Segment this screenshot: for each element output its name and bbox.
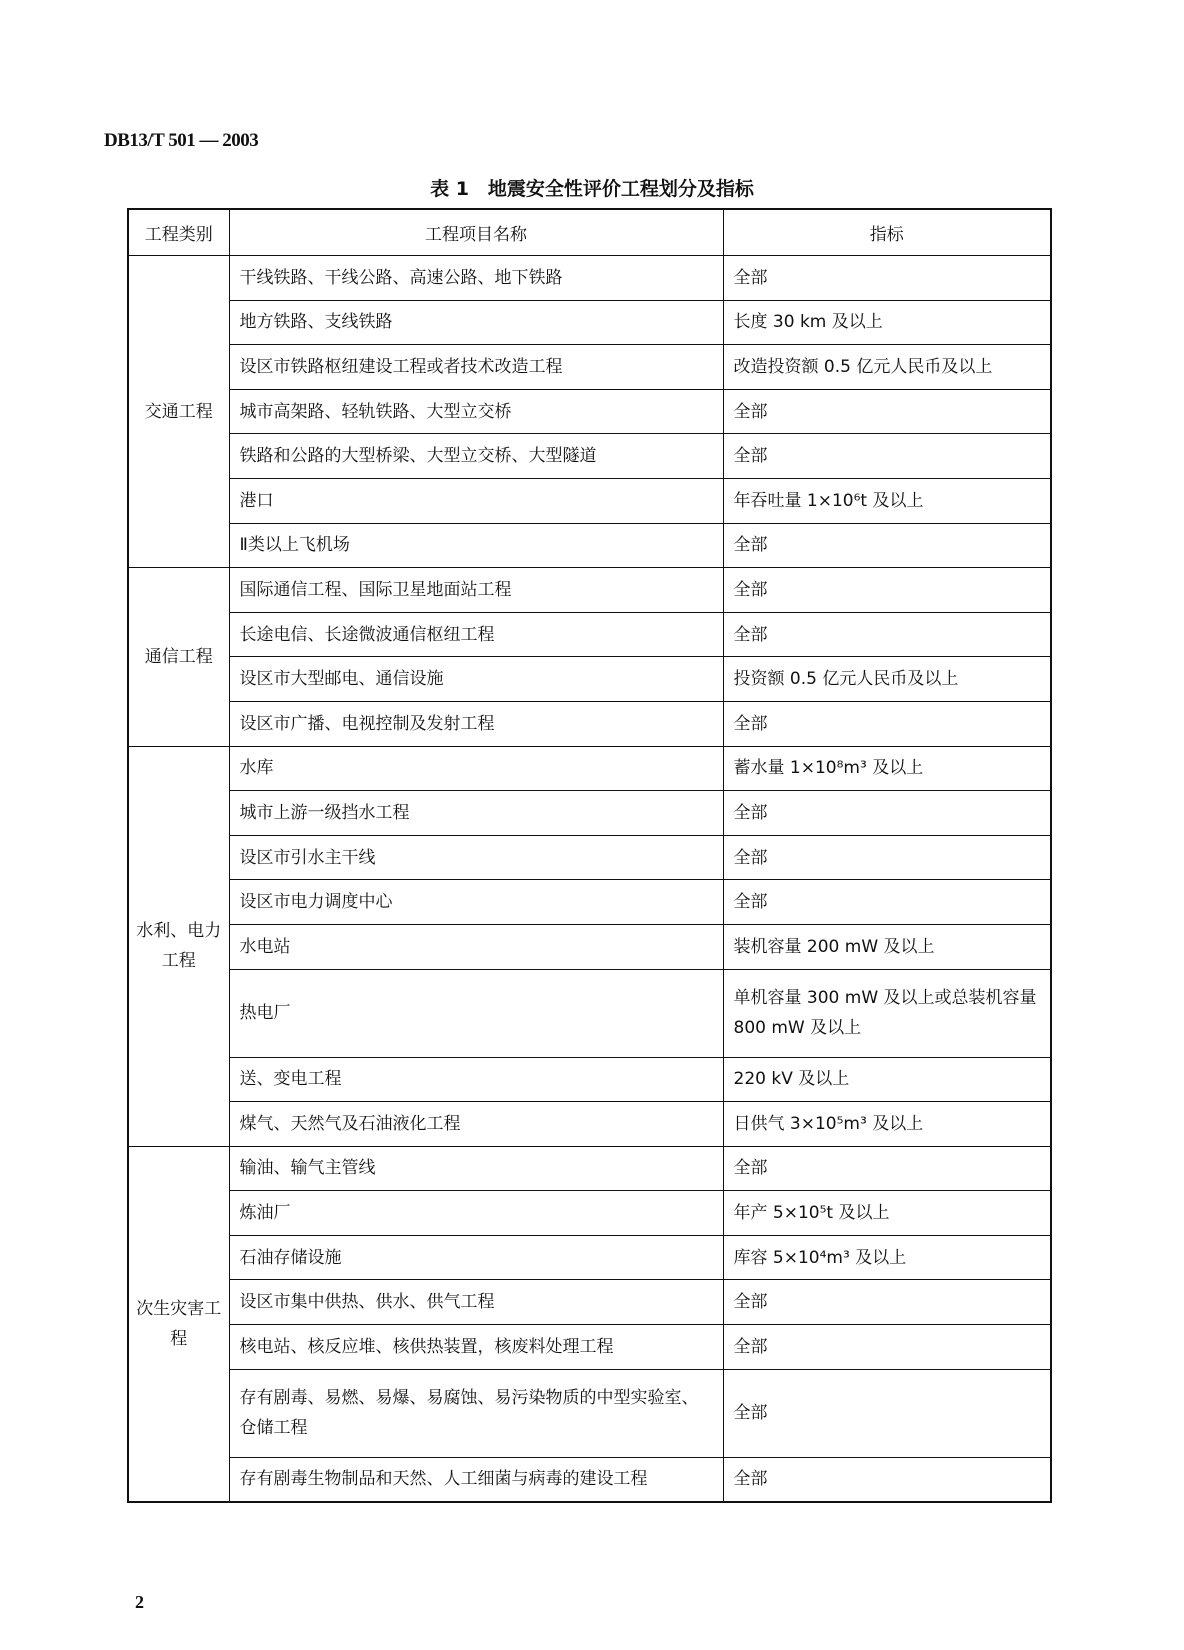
table-row bbox=[128, 880, 1051, 925]
project-name-cell: 水库 bbox=[229, 746, 723, 791]
indicator-cell: 全部 bbox=[723, 568, 1051, 613]
table-row bbox=[128, 1280, 1051, 1325]
indicator-cell: 全部 bbox=[723, 434, 1051, 479]
table-row bbox=[128, 746, 1051, 791]
project-name-cell: 存有剧毒生物制品和天然、人工细菌与病毒的建设工程 bbox=[229, 1457, 723, 1502]
project-name-cell: 设区市大型邮电、通信设施 bbox=[229, 657, 723, 702]
indicator-cell: 全部 bbox=[723, 880, 1051, 925]
indicator-cell: 220 kV 及以上 bbox=[723, 1057, 1051, 1102]
indicator-cell: 改造投资额 0.5 亿元人民币及以上 bbox=[723, 345, 1051, 390]
table-row bbox=[128, 256, 1051, 301]
indicator-cell: 投资额 0.5 亿元人民币及以上 bbox=[723, 657, 1051, 702]
document-code: DB13/T 501 — 2003 bbox=[104, 130, 259, 151]
table-row bbox=[128, 1369, 1051, 1457]
indicator-cell: 全部 bbox=[723, 1457, 1051, 1502]
table-row bbox=[128, 345, 1051, 390]
table-row bbox=[128, 1235, 1051, 1280]
project-name-cell: 长途电信、长途微波通信枢纽工程 bbox=[229, 612, 723, 657]
indicator-cell: 年吞吐量 1×10⁶t 及以上 bbox=[723, 478, 1051, 523]
indicator-cell: 年产 5×10⁵t 及以上 bbox=[723, 1191, 1051, 1236]
category-cell: 次生灾害工程 bbox=[128, 1146, 229, 1502]
project-name-cell: 水电站 bbox=[229, 924, 723, 969]
project-name-cell: 设区市引水主干线 bbox=[229, 835, 723, 880]
indicator-cell: 全部 bbox=[723, 1325, 1051, 1370]
project-name-cell: 城市上游一级挡水工程 bbox=[229, 791, 723, 836]
table-row bbox=[128, 612, 1051, 657]
project-name-cell: 核电站、核反应堆、核供热装置，核废料处理工程 bbox=[229, 1325, 723, 1370]
table-row bbox=[128, 969, 1051, 1057]
project-name-cell: 港口 bbox=[229, 478, 723, 523]
table-row bbox=[128, 1325, 1051, 1370]
table-body bbox=[128, 256, 1051, 1502]
table-row bbox=[128, 924, 1051, 969]
project-name-cell: Ⅱ类以上飞机场 bbox=[229, 523, 723, 568]
table-row bbox=[128, 300, 1051, 345]
indicator-cell: 全部 bbox=[723, 1280, 1051, 1325]
table-row bbox=[128, 835, 1051, 880]
category-cell: 交通工程 bbox=[128, 256, 229, 568]
indicator-cell: 全部 bbox=[723, 701, 1051, 746]
indicator-cell: 全部 bbox=[723, 256, 1051, 301]
table-row bbox=[128, 791, 1051, 836]
table-row bbox=[128, 1146, 1051, 1191]
indicator-cell: 装机容量 200 mW 及以上 bbox=[723, 924, 1051, 969]
indicator-cell: 长度 30 km 及以上 bbox=[723, 300, 1051, 345]
table-row bbox=[128, 1457, 1051, 1502]
indicator-cell: 全部 bbox=[723, 791, 1051, 836]
project-name-cell: 城市高架路、轻轨铁路、大型立交桥 bbox=[229, 389, 723, 434]
indicator-cell: 库容 5×10⁴m³ 及以上 bbox=[723, 1235, 1051, 1280]
table-row bbox=[128, 523, 1051, 568]
indicator-cell: 日供气 3×10⁵m³ 及以上 bbox=[723, 1102, 1051, 1147]
project-name-cell: 设区市广播、电视控制及发射工程 bbox=[229, 701, 723, 746]
table-row bbox=[128, 1057, 1051, 1102]
project-name-cell: 送、变电工程 bbox=[229, 1057, 723, 1102]
column-header-indicator: 指标 bbox=[723, 209, 1051, 256]
table-row bbox=[128, 657, 1051, 702]
table-row bbox=[128, 389, 1051, 434]
indicator-cell: 蓄水量 1×10⁸m³ 及以上 bbox=[723, 746, 1051, 791]
project-name-cell: 地方铁路、支线铁路 bbox=[229, 300, 723, 345]
category-cell: 通信工程 bbox=[128, 568, 229, 746]
indicator-cell: 全部 bbox=[723, 612, 1051, 657]
column-header-project-name: 工程项目名称 bbox=[229, 209, 723, 256]
page-number: 2 bbox=[135, 1592, 144, 1612]
table-title: 表 1 地震安全性评价工程划分及指标 bbox=[430, 178, 754, 200]
table-row bbox=[128, 434, 1051, 479]
table-row bbox=[128, 1102, 1051, 1147]
indicator-cell: 全部 bbox=[723, 389, 1051, 434]
indicator-cell: 全部 bbox=[723, 1146, 1051, 1191]
indicator-cell: 全部 bbox=[723, 523, 1051, 568]
table-row bbox=[128, 701, 1051, 746]
project-name-cell: 石油存储设施 bbox=[229, 1235, 723, 1280]
indicator-cell: 全部 bbox=[723, 835, 1051, 880]
project-name-cell: 煤气、天然气及石油液化工程 bbox=[229, 1102, 723, 1147]
indicator-cell: 全部 bbox=[723, 1369, 1051, 1457]
project-name-cell: 炼油厂 bbox=[229, 1191, 723, 1236]
project-name-cell: 干线铁路、干线公路、高速公路、地下铁路 bbox=[229, 256, 723, 301]
table-row bbox=[128, 1191, 1051, 1236]
project-name-cell: 设区市电力调度中心 bbox=[229, 880, 723, 925]
column-header-category: 工程类别 bbox=[128, 209, 229, 256]
project-name-cell: 存有剧毒、易燃、易爆、易腐蚀、易污染物质的中型实验室、仓储工程 bbox=[229, 1369, 723, 1457]
project-name-cell: 输油、输气主管线 bbox=[229, 1146, 723, 1191]
table-row bbox=[128, 568, 1051, 613]
table-header-row bbox=[128, 209, 1051, 256]
project-name-cell: 热电厂 bbox=[229, 969, 723, 1057]
category-cell: 水利、电力工程 bbox=[128, 746, 229, 1146]
indicator-cell: 单机容量 300 mW 及以上或总装机容量 800 mW 及以上 bbox=[723, 969, 1051, 1057]
project-name-cell: 设区市集中供热、供水、供气工程 bbox=[229, 1280, 723, 1325]
project-name-cell: 铁路和公路的大型桥梁、大型立交桥、大型隧道 bbox=[229, 434, 723, 479]
project-name-cell: 国际通信工程、国际卫星地面站工程 bbox=[229, 568, 723, 613]
evaluation-table bbox=[127, 208, 1052, 1503]
project-name-cell: 设区市铁路枢纽建设工程或者技术改造工程 bbox=[229, 345, 723, 390]
table-row bbox=[128, 478, 1051, 523]
